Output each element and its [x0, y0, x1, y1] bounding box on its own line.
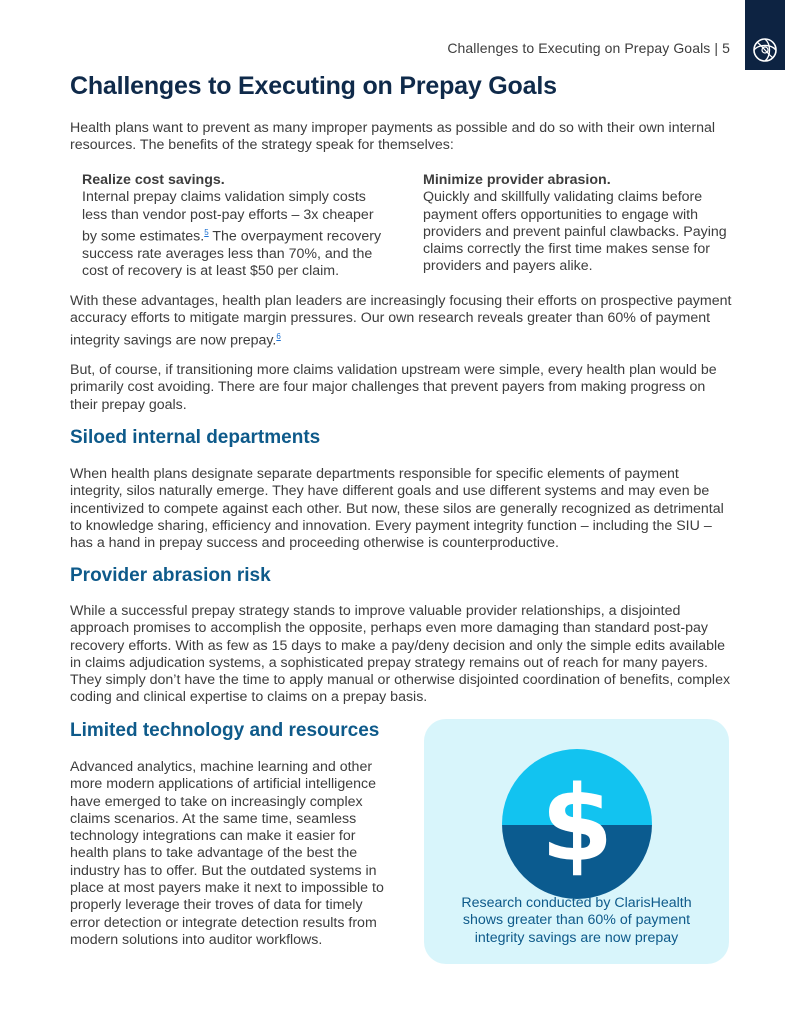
- section-heading-limited-technology: Limited technology and resources: [70, 720, 380, 741]
- benefit-provider-abrasion: [423, 172, 728, 276]
- benefit-body-continued: The overpayment recovery success rate averages less than 70%, and the cost of recovery is at least $50 per claim.: [82, 228, 382, 280]
- section-heading-provider-abrasion: Provider abrasion risk: [70, 565, 271, 586]
- callout-text: Research conducted by ClarisHealth shows greater than 60% of payment integrity savings are now prepay: [461, 895, 692, 946]
- section-body-provider-abrasion: While a successful prepay strategy stands to improve valuable provider relationships, a disjointed approach promises to accomplish the opposite, perhaps even more damaging than standard post-pay recovery efforts. With as few as 15 days to make a pay/deny decision and only the simple edits available in claims adjudication systems, a sophisticated prepay strategy remains out of reach for many payers. They simply don’t have the time to apply manual or otherwise disjointed coordination of benefits, complex coding and clinical expertise to claims on a prepay basis.: [70, 603, 731, 706]
- section-body-siloed: When health plans designate separate departments responsible for specific elements of payment integrity, silos naturally emerge. They have different goals and use different systems and may even be incentivized to compete against each other. But now, these silos are generally recognized as detrimental to knowledge sharing, efficiency and innovation. Every payment integrity function – including the SIU – has a hand in prepay success and proceeding otherwise is counterproductive.: [70, 466, 724, 552]
- dollar-coin-icon: [502, 749, 652, 899]
- benefit-body: Quickly and skillfully validating claims before payment offers opportunities to engage with providers and prevent painful clawbacks. Paying claims correctly the first time makes sense for providers and payers alike.: [423, 189, 727, 275]
- logo-swirl-icon: [751, 36, 779, 64]
- advantages-text: With these advantages, health plan leaders are increasingly focusing their efforts on prospective payment accuracy efforts to mitigate margin pressures. Our own research reveals greater than 60% of payment integrity savings are now prepay.: [70, 293, 732, 349]
- benefit-cost-savings: [82, 172, 387, 281]
- page-title: Challenges to Executing on Prepay Goals: [70, 72, 557, 100]
- intro-paragraph: Health plans want to prevent as many improper payments as possible and do so with their own internal resources. The benefits of the strategy speak for themselves:: [70, 120, 716, 154]
- benefit-heading: Realize cost savings.: [82, 172, 225, 188]
- running-header: Challenges to Executing on Prepay Goals | 5: [447, 40, 730, 56]
- section-body-limited-technology: Advanced analytics, machine learning and other more modern applications of artificial intelligence have emerged to take on increasingly complex claims scenarios. At the same time, seamless technology integrations can make it easier for health plans to take advantage of the best the industry has to offer. But the outdated systems in place at most payers make it next to impossible to properly leverage their troves of data for timely error detection or integrate detection results from modern solutions into auditor workflows.: [70, 759, 384, 948]
- advantages-paragraph: [70, 293, 735, 350]
- section-heading-siloed: Siloed internal departments: [70, 427, 321, 448]
- clarishealth-logo-icon: [745, 0, 785, 70]
- footnote-link-6[interactable]: 6: [276, 331, 281, 341]
- challenges-intro-paragraph: But, of course, if transitioning more claims validation upstream were simple, every health plan would be primarily cost avoiding. There are four major challenges that prevent payers from making progress on their prepay goals.: [70, 362, 717, 413]
- benefit-heading: Minimize provider abrasion.: [423, 172, 611, 188]
- footnote-link-5[interactable]: 5: [204, 227, 209, 237]
- benefit-body: Internal prepay claims validation simply costs less than vendor post-pay efforts – 3x cheaper by some estimates.: [82, 189, 374, 245]
- dollar-sign-icon: $: [540, 763, 614, 885]
- stat-callout: [424, 719, 729, 964]
